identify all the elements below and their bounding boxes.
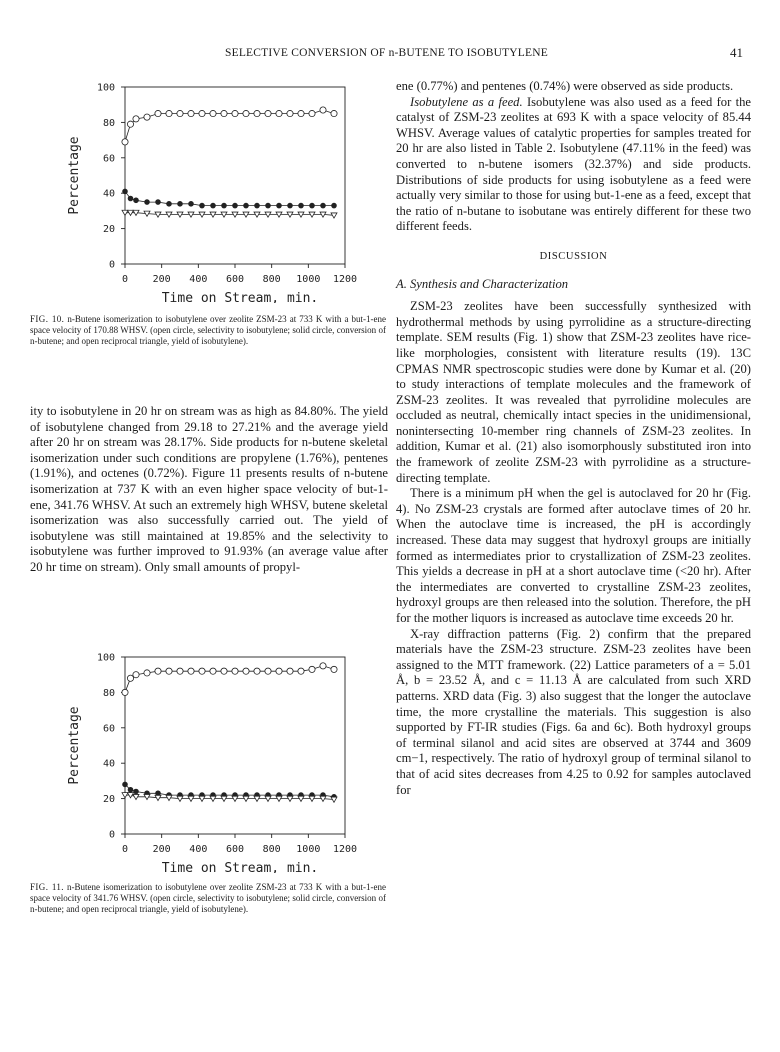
selectivity-point <box>177 110 183 116</box>
figure-10-caption <box>30 314 386 348</box>
selectivity-point <box>155 110 161 116</box>
conversion-point <box>134 789 139 794</box>
selectivity-point <box>127 121 133 127</box>
x-tick-label: 0 <box>121 844 129 855</box>
selectivity-point <box>331 666 337 672</box>
selectivity-point <box>298 668 304 674</box>
figure-11 <box>55 648 400 873</box>
paragraph-synthesis: ZSM-23 zeolites have been successfully synthesized with hydrothermal methods by using pyrrolidine as a structure-directing template. SEM results (Fig. 1) show that ZSM-23 zeolites have rice-like morphologies, consistent with literature results (19). 13C CPMAS NMR spectroscopic studies were done by Kumar et al. (20) to study interactions of template molecules and the framework of ZSM-23 zeolites. It was revealed that pyrrolidine molecules are occluded as neutral, chemically intact species in the unidimensional, nonintersecting 10-member ring channels of ZSM-23 zeolites. In addition, Kumar et al. (21) also isomorphously substituted iron into the framework of zeolite ZSM-23 with pyrrolidine as a structure-directing template. <box>396 299 751 485</box>
selectivity-point <box>122 689 128 695</box>
selectivity-point <box>243 668 249 674</box>
isobutylene-feed-lead: Isobutylene as a feed. <box>410 94 523 109</box>
selectivity-point <box>221 668 227 674</box>
x-tick-label: 1000 <box>296 274 321 285</box>
x-tick-label: 1000 <box>296 844 321 855</box>
conversion-point <box>123 782 128 787</box>
conversion-point <box>178 201 183 206</box>
conversion-point <box>200 203 205 208</box>
figure-11-caption <box>30 882 386 916</box>
selectivity-point <box>199 668 205 674</box>
paragraph-isobutylene-feed <box>396 95 751 235</box>
selectivity-point <box>298 110 304 116</box>
conversion-point <box>123 189 128 194</box>
conversion-point <box>211 203 216 208</box>
selectivity-point <box>127 675 133 681</box>
y-tick-label: 100 <box>96 82 115 94</box>
selectivity-point <box>188 668 194 674</box>
y-tick-label: 80 <box>102 687 115 699</box>
selectivity-point <box>166 668 172 674</box>
conversion-point <box>128 787 133 792</box>
conversion-point <box>189 201 194 206</box>
selectivity-point <box>210 110 216 116</box>
isobutylene-feed-body: Isobutylene was also used as a feed for the catalyst of ZSM-23 zeolites at 693 K with a space velocity of 85.44 WHSV. Average values of catalytic properties for samples treated for 20 hr are also listed in Table 2. Isobutylene (47.11% in the feed) was converted to n-butene isomers (32.37%) and side products. Distributions of side products for using isobutylene as a feed were actually very similar to those for using but-1-ene as a feed, except that the ratio of n-butane to isobutane was entirely different for these two different feeds. <box>396 94 751 234</box>
figure-10-chart <box>55 78 400 303</box>
figure-10 <box>55 78 400 303</box>
x-tick-label: 1200 <box>332 844 358 855</box>
page-number: 41 <box>730 45 743 60</box>
conversion-point <box>233 203 238 208</box>
x-tick-label: 1200 <box>332 274 358 285</box>
conversion-point <box>244 203 249 208</box>
selectivity-point <box>243 110 249 116</box>
selectivity-point <box>199 110 205 116</box>
selectivity-point <box>276 110 282 116</box>
selectivity-point <box>221 110 227 116</box>
x-tick-label: 400 <box>189 844 208 855</box>
selectivity-point <box>155 668 161 674</box>
figure-10-label: FIG. 10. <box>30 314 65 324</box>
y-tick-label: 0 <box>108 829 115 841</box>
section-heading-discussion: DISCUSSION <box>539 250 608 262</box>
running-header <box>0 47 780 63</box>
selectivity-point <box>232 110 238 116</box>
conversion-point <box>167 201 172 206</box>
conversion-point <box>156 200 161 205</box>
x-tick-label: 200 <box>152 274 171 285</box>
selectivity-point <box>309 110 315 116</box>
conversion-point <box>134 198 139 203</box>
conversion-point <box>310 203 315 208</box>
running-title: SELECTIVE CONVERSION OF n-BUTENE TO ISOBUTYLENE <box>225 47 548 59</box>
y-axis-label: Percentage <box>67 136 82 215</box>
figure-11-chart <box>55 648 400 873</box>
selectivity-point <box>254 110 260 116</box>
subsection-heading: A. Synthesis and Characterization <box>396 276 569 291</box>
conversion-point <box>145 200 150 205</box>
left-column-paragraph: ity to isobutylene in 20 hr on stream was as high as 84.80%. The yield of isobutylene changed from 29.18 to 27.21% and the average yield after 20 hr on stream was 28.17%. Side products for n-butene skeletal isomerization under such conditions are propylene (1.76%), pentenes (1.91%), and octenes (0.72%). Figure 11 presents results of n-butene isomerization at 737 K with an even higher space velocity of but-1-ene, 341.76 WHSV. At such an extremely high WHSV, butene skeletal isomerization was also successfully carried out. The yield of isobutylene was still maintained at 19.85% and the selectivity to isobutylene was further improved to 91.93% (an average value after 20 hr time on stream). Only small amounts of propyl- <box>30 404 388 574</box>
conversion-point <box>277 203 282 208</box>
selectivity-point <box>133 116 139 122</box>
selectivity-point <box>287 668 293 674</box>
x-tick-label: 600 <box>225 274 245 285</box>
selectivity-point <box>254 668 260 674</box>
paragraph-ph: There is a minimum pH when the gel is autoclaved for 20 hr (Fig. 4). No ZSM-23 crystals are formed after autoclave times of 20 hr. When the autoclave time is increased, the pH is accordingly increased. These data may suggest that hydroxyl groups are initially formed as intermediates prior to crystallization of ZSM-23 zeolites. This yields a decrease in pH at a short autoclave time (<20 hr). After the intermediates are converted to crystalline ZSM-23 zeolites, hydroxyl groups are then released into the solution. Therefore, the pH for the mother liquors is increased as autoclave time exceeds 20 hr. <box>396 486 751 625</box>
y-tick-label: 0 <box>108 259 115 271</box>
left-column <box>30 404 388 576</box>
selectivity-point <box>320 107 326 113</box>
selectivity-point <box>309 666 315 672</box>
y-tick-label: 100 <box>96 652 115 664</box>
conversion-point <box>299 203 304 208</box>
selectivity-point <box>232 668 238 674</box>
figure-10-caption-text: n-Butene isomerization to isobutylene over zeolite ZSM-23 at 733 K with a but-1-ene space velocity of 170.88 WHSV. (open circle, selectivity to isobutylene; solid circle, conversion of n-butene; and open reciprocal triangle, yield of isobutylene). <box>30 314 386 347</box>
y-tick-label: 40 <box>102 758 115 770</box>
conversion-point <box>128 196 133 201</box>
paragraph-side-products: ene (0.77%) and pentenes (0.74%) were observed as side products. <box>396 79 734 93</box>
y-tick-label: 80 <box>102 117 115 129</box>
y-tick-label: 40 <box>102 188 115 200</box>
selectivity-point <box>276 668 282 674</box>
conversion-point <box>255 203 260 208</box>
selectivity-point <box>265 668 271 674</box>
selectivity-point <box>210 668 216 674</box>
right-column <box>396 79 751 798</box>
y-tick-label: 20 <box>102 224 115 236</box>
x-tick-label: 800 <box>262 274 281 285</box>
y-tick-label: 60 <box>102 153 115 165</box>
y-tick-label: 20 <box>102 794 115 806</box>
conversion-point <box>332 203 337 208</box>
conversion-point <box>266 203 271 208</box>
x-axis-label: Time on Stream, min. <box>161 291 319 303</box>
figure-11-caption-text: n-Butene isomerization to isobutylene over zeolite ZSM-23 at 733 K with a but-1-ene space velocity of 341.76 WHSV. (open circle, selectivity to isobutylene; solid circle, conversion of n-butene; and open reciprocal triangle, yield of isobutylene). <box>30 882 386 915</box>
selectivity-point <box>320 663 326 669</box>
x-tick-label: 200 <box>152 844 171 855</box>
conversion-point <box>222 203 227 208</box>
selectivity-point <box>166 110 172 116</box>
x-tick-label: 400 <box>189 274 208 285</box>
x-tick-label: 0 <box>121 274 129 285</box>
conversion-point <box>288 203 293 208</box>
x-axis-label: Time on Stream, min. <box>161 861 319 873</box>
selectivity-point <box>122 139 128 145</box>
selectivity-point <box>144 670 150 676</box>
selectivity-point <box>177 668 183 674</box>
selectivity-point <box>144 114 150 120</box>
y-tick-label: 60 <box>102 723 115 735</box>
conversion-point <box>321 203 326 208</box>
y-axis-label: Percentage <box>67 706 82 785</box>
figure-11-label: FIG. 11. <box>30 882 64 892</box>
x-tick-label: 800 <box>262 844 281 855</box>
selectivity-point <box>188 110 194 116</box>
paragraph-xrd: X-ray diffraction patterns (Fig. 2) confirm that the prepared materials have the ZSM-23 structure. ZSM-23 zeolites have been assigned to the MTT framework. (22) Lattice parameters of a = 5.01 Å, b = 23.52 Å, and c = 11.13 Å are calculated from such XRD patterns. XRD data (Fig. 3) also suggest that the longer the autoclave time, the more crystalline the materials. This suggestion is also supported by FT-IR studies (Figs. 6a and 6c). Both hydroxyl groups of terminal silanol and acid sites are observed at 3744 and 3609 cm−1, respectively. The ratio of hydroxyl group of terminal silanol to that of acid sites decreases from 4.25 to 0.92 for samples autoclaved for <box>396 626 751 797</box>
selectivity-point <box>133 672 139 678</box>
plot-frame <box>125 657 345 834</box>
selectivity-point <box>265 110 271 116</box>
selectivity-point <box>331 110 337 116</box>
x-tick-label: 600 <box>225 844 245 855</box>
selectivity-point <box>287 110 293 116</box>
